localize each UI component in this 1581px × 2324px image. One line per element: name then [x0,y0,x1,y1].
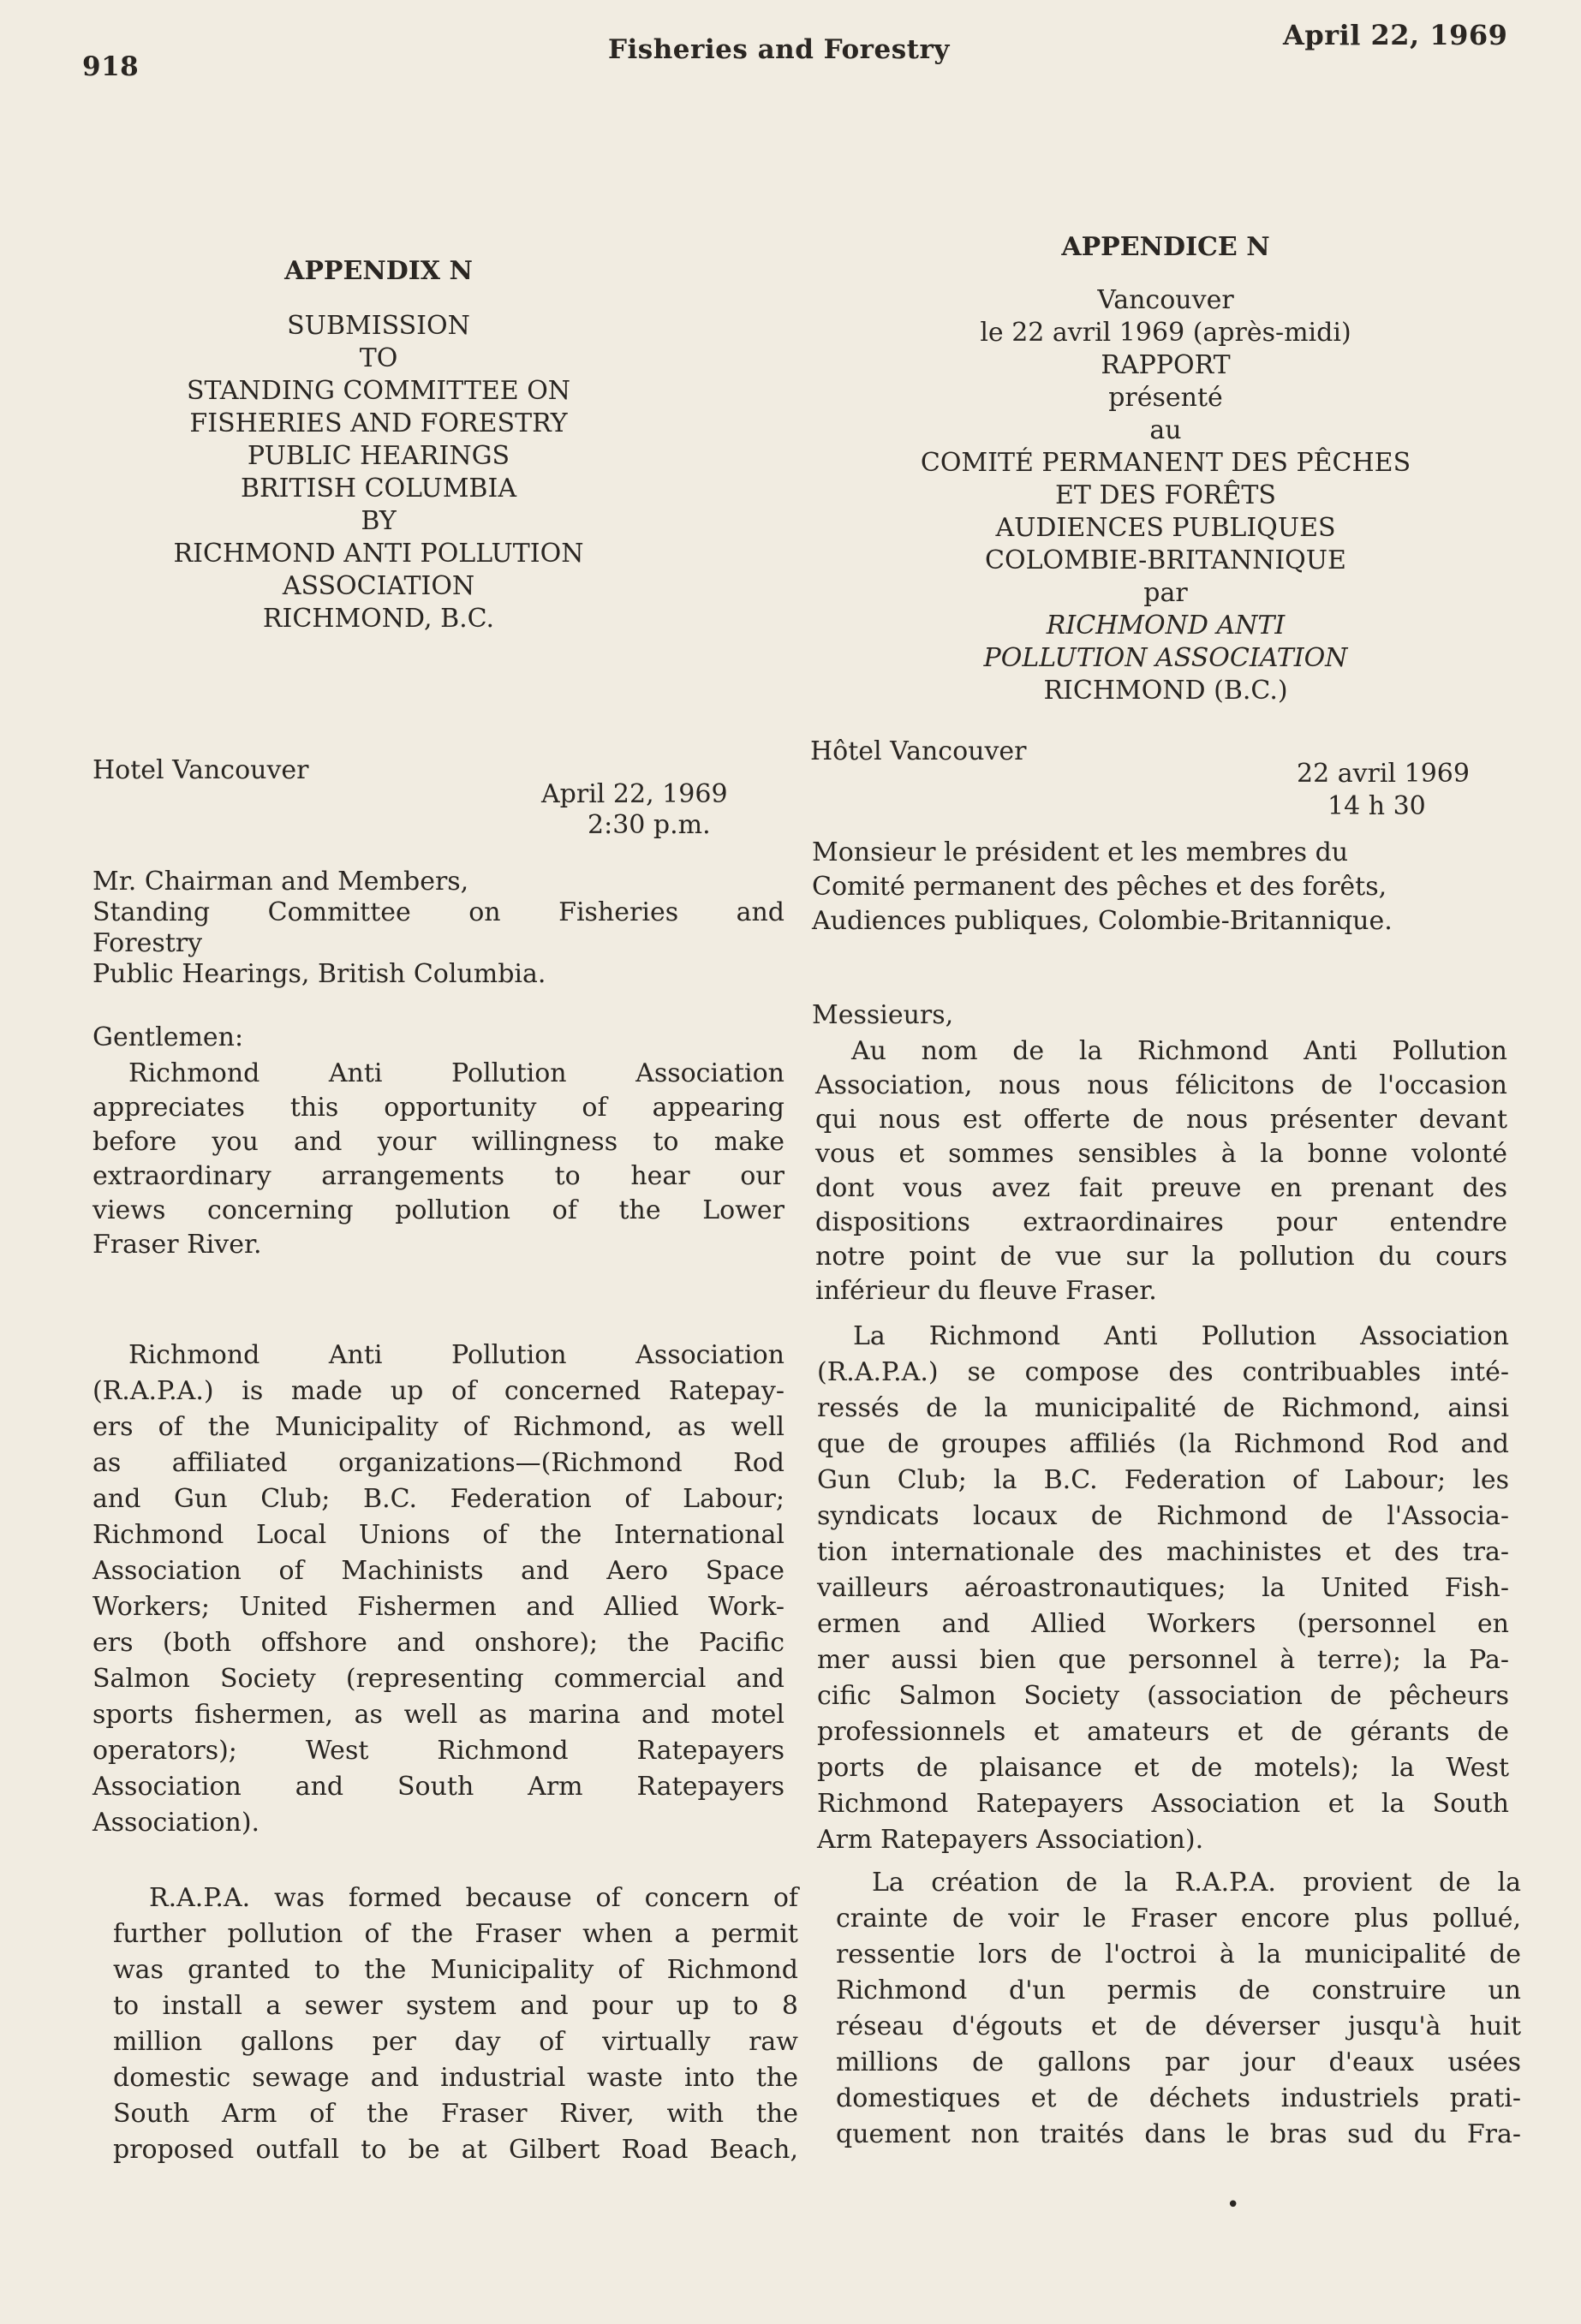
heading-line: BRITISH COLUMBIA [241,474,516,504]
text-line: ers of the Municipality of Richmond, as well [92,1412,785,1442]
text-line: Workers; United Fishermen and Allied Work- [92,1592,785,1622]
right-heading [810,231,1521,707]
address-block [812,836,1504,939]
text-line: before you and your willingness to make [92,1127,785,1157]
time: 2:30 p.m. [588,810,711,840]
paragraph-3 [113,1880,798,2168]
text-line: ressentie lors de l'octroi à la municipalité de [836,1940,1521,1969]
text-line: Association and South Arm Ratepayers [92,1772,785,1802]
heading-line: par [1143,578,1188,608]
heading-line: COLOMBIE-BRITANNIQUE [985,545,1346,575]
heading-line: ET DES FORÊTS [1055,480,1276,510]
address-line: Monsieur le président et les membres du [812,837,1349,867]
location: Hôtel Vancouver [810,736,1027,766]
text-line: vailleurs aéroastronautiques; la United Fish- [817,1573,1509,1603]
paragraph-1 [92,1057,785,1262]
text-line: and Gun Club; B.C. Federation of Labour; [92,1484,785,1514]
paragraph-3 [836,1865,1521,2153]
paragraph-2 [92,1338,785,1841]
heading-line: au [1149,415,1182,445]
appendix-title: APPENDICE N [1061,232,1270,262]
text-line: ports de plaisance et de motels); la West [817,1753,1509,1783]
text-line: dont vous avez fait preuve en prenant des [815,1173,1507,1203]
text-line: dispositions extraordinaires pour entendre [815,1207,1507,1237]
address-line: Forestry [92,928,203,958]
heading-line: PUBLIC HEARINGS [247,441,510,471]
text-line: million gallons per day of virtually raw [113,2027,798,2057]
text-line: proposed outfall to be at Gilbert Road Beach, [113,2135,798,2165]
paragraph-1 [815,1034,1507,1308]
text-line: Richmond Anti Pollution Association [128,1340,785,1370]
page-number: 918 [82,51,140,82]
text-line: (R.A.P.A.) is made up of concerned Ratepay- [92,1376,785,1406]
text-line: La Richmond Anti Pollution Association [853,1321,1509,1351]
heading-line: COMITÉ PERMANENT DES PÊCHES [920,448,1411,478]
text-line: extraordinary arrangements to hear our [92,1161,785,1191]
text-line: (R.A.P.A.) se compose des contribuables inté- [817,1357,1509,1387]
text-line: cific Salmon Society (association de pêcheurs [817,1681,1509,1711]
location: Hotel Vancouver [92,755,309,785]
text-line: was granted to the Municipality of Richmond [113,1955,798,1985]
text-line: Arm Ratepayers Association). [817,1825,1204,1855]
text-line: Salmon Society (representing commercial and [92,1664,785,1694]
text-line: que de groupes affiliés (la Richmond Rod and [817,1429,1509,1459]
address-line: Mr. Chairman and Members, [92,867,469,897]
heading-line: FISHERIES AND FORESTRY [189,408,568,438]
text-line: domestic sewage and industrial waste into the [113,2063,798,2093]
text-line: ermen and Allied Workers (personnel en [817,1609,1509,1639]
appendix-title: APPENDIX N [284,256,473,286]
text-line: notre point de vue sur la pollution du cours [815,1242,1507,1272]
text-line: Richmond d'un permis de construire un [836,1975,1521,2005]
salutation: Gentlemen: [92,1022,244,1052]
salutation: Messieurs, [812,1000,954,1030]
text-line: tion internationale des machinistes et des tra- [817,1537,1509,1567]
heading-line: RAPPORT [1101,350,1231,380]
heading-line: POLLUTION ASSOCIATION [983,643,1348,673]
printer-mark: • [1226,2192,1240,2218]
address-line: Public Hearings, British Columbia. [92,959,546,989]
address-line: Standing Committee on Fisheries and [92,897,785,927]
address-line: Comité permanent des pêches et des forêts, [812,872,1387,902]
heading-line: RICHMOND ANTI POLLUTION [173,539,584,569]
text-line: Association). [92,1808,260,1838]
text-line: quement non traités dans le bras sud du Fra- [836,2119,1521,2149]
text-line: qui nous est offerte de nous présenter devant [815,1105,1507,1135]
text-line: ers (both offshore and onshore); the Pacific [92,1628,785,1658]
text-line: Richmond Ratepayers Association et la South [817,1789,1509,1819]
heading-line: STANDING COMMITTEE ON [186,376,571,406]
heading-line: ASSOCIATION [282,571,475,601]
heading-line: RICHMOND, B.C. [262,604,495,634]
text-line: to install a sewer system and pour up to 8 [113,1991,798,2021]
running-date: April 22, 1969 [1283,19,1508,51]
left-heading [87,255,670,635]
address-line: Audiences publiques, Colombie-Britannique. [812,906,1393,936]
text-line: mer aussi bien que personnel à terre); la Pa- [817,1645,1509,1675]
heading-line: RICHMOND ANTI [1046,611,1286,641]
text-line: Fraser River. [92,1230,262,1260]
text-line: as affiliated organizations—(Richmond Rod [92,1448,785,1478]
text-line: réseau d'égouts et de déverser jusqu'à huit [836,2011,1521,2041]
text-line: Association, nous nous félicitons de l'occasion [815,1070,1507,1100]
text-line: South Arm of the Fraser River, with the [113,2099,798,2129]
text-line: ressés de la municipalité de Richmond, ainsi [817,1393,1509,1423]
text-line: Association of Machinists and Aero Space [92,1556,785,1586]
text-line: La création de la R.A.P.A. provient de la [872,1868,1521,1898]
heading-line: TO [359,343,398,373]
text-line: professionnels et amateurs et de gérants de [817,1717,1509,1747]
heading-line: présenté [1108,383,1223,413]
text-line: sports fishermen, as well as marina and motel [92,1700,785,1730]
date: 22 avril 1969 [1297,759,1470,789]
text-line: millions de gallons par jour d'eaux usées [836,2047,1521,2077]
text-line: crainte de voir le Fraser encore plus pollué, [836,1904,1521,1934]
text-line: R.A.P.A. was formed because of concern of [149,1883,798,1913]
running-title: Fisheries and Forestry [608,34,950,65]
heading-line: le 22 avril 1969 (après-midi) [980,318,1351,348]
text-line: views concerning pollution of the Lower [92,1195,785,1225]
heading-line: Vancouver [1097,285,1234,315]
paragraph-2 [817,1319,1509,1858]
text-line: Richmond Anti Pollution Association [128,1058,785,1088]
text-line: vous et sommes sensibles à la bonne volonté [815,1139,1507,1169]
heading-line: RICHMOND (B.C.) [1043,676,1288,706]
text-line: appreciates this opportunity of appearing [92,1093,785,1123]
time: 14 h 30 [1327,791,1426,821]
text-line: operators); West Richmond Ratepayers [92,1736,785,1766]
text-line: Richmond Local Unions of the International [92,1520,785,1550]
address-block [92,867,785,990]
heading-line: BY [361,506,397,536]
text-line: further pollution of the Fraser when a permit [113,1919,798,1949]
heading-line: SUBMISSION [287,311,470,341]
text-line: syndicats locaux de Richmond de l'Associa- [817,1501,1509,1531]
heading-line: AUDIENCES PUBLIQUES [995,513,1336,543]
text-line: inférieur du fleuve Fraser. [815,1276,1157,1306]
text-line: domestiques et de déchets industriels prati- [836,2083,1521,2113]
date: April 22, 1969 [541,779,728,809]
text-line: Gun Club; la B.C. Federation of Labour; les [817,1465,1509,1495]
text-line: Au nom de la Richmond Anti Pollution [851,1036,1507,1066]
